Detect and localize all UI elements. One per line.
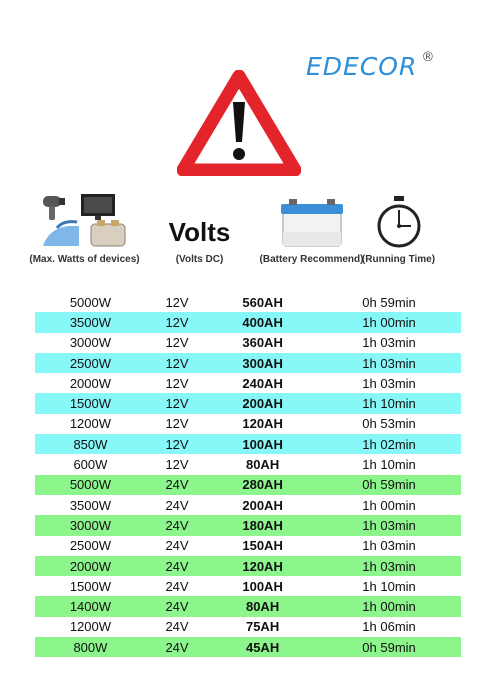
cell-watts: 3000W bbox=[35, 333, 146, 353]
header-volts bbox=[137, 190, 262, 266]
cell-battery: 100AH bbox=[208, 576, 317, 596]
cell-watts: 2500W bbox=[35, 536, 146, 556]
cell-watts: 600W bbox=[35, 454, 146, 474]
cell-volts: 12V bbox=[146, 353, 208, 373]
cell-volts: 24V bbox=[146, 556, 208, 576]
cell-volts: 24V bbox=[146, 515, 208, 535]
cell-volts: 12V bbox=[146, 333, 208, 353]
registered-mark: ® bbox=[421, 50, 436, 65]
cell-time: 1h 03min bbox=[317, 536, 461, 556]
cell-battery: 100AH bbox=[208, 434, 317, 454]
appliances-icon bbox=[22, 190, 147, 250]
cell-time: 1h 03min bbox=[317, 556, 461, 576]
cell-time: 1h 03min bbox=[317, 333, 461, 353]
table-row bbox=[35, 515, 461, 535]
header-watts-label: (Max. Watts of devices) bbox=[29, 254, 140, 265]
table-row bbox=[35, 536, 461, 556]
cell-volts: 12V bbox=[146, 373, 208, 393]
cell-battery: 360AH bbox=[208, 333, 317, 353]
cell-volts: 12V bbox=[146, 393, 208, 413]
cell-battery: 120AH bbox=[208, 556, 317, 576]
cell-volts: 24V bbox=[146, 576, 208, 596]
cell-watts: 5000W bbox=[35, 292, 146, 312]
cell-battery: 45AH bbox=[208, 637, 317, 657]
table-row bbox=[35, 414, 461, 434]
cell-watts: 3500W bbox=[35, 312, 146, 332]
cell-watts: 1200W bbox=[35, 617, 146, 637]
cell-time: 1h 10min bbox=[317, 454, 461, 474]
cell-watts: 3500W bbox=[35, 495, 146, 515]
cell-time: 1h 10min bbox=[317, 393, 461, 413]
cell-time: 1h 10min bbox=[317, 576, 461, 596]
volts-title: Volts bbox=[168, 217, 231, 247]
header-battery-label: (Battery Recommend) bbox=[259, 254, 364, 265]
cell-time: 0h 59min bbox=[317, 292, 461, 312]
cell-volts: 12V bbox=[146, 454, 208, 474]
cell-watts: 1400W bbox=[35, 596, 146, 616]
table-row bbox=[35, 434, 461, 454]
cell-time: 0h 59min bbox=[317, 475, 461, 495]
cell-watts: 2500W bbox=[35, 353, 146, 373]
cell-battery: 120AH bbox=[208, 414, 317, 434]
cell-time: 0h 59min bbox=[317, 637, 461, 657]
cell-time: 1h 03min bbox=[317, 353, 461, 373]
table-row bbox=[35, 333, 461, 353]
table-header bbox=[0, 190, 495, 290]
header-volts-label: (Volts DC) bbox=[175, 254, 224, 265]
cell-battery: 200AH bbox=[208, 393, 317, 413]
cell-battery: 400AH bbox=[208, 312, 317, 332]
table-row bbox=[35, 495, 461, 515]
brand-logo bbox=[306, 52, 435, 81]
table-row bbox=[35, 353, 461, 373]
cell-watts: 1200W bbox=[35, 414, 146, 434]
table-row bbox=[35, 475, 461, 495]
cell-volts: 12V bbox=[146, 434, 208, 454]
cell-volts: 24V bbox=[146, 596, 208, 616]
cell-volts: 12V bbox=[146, 292, 208, 312]
cell-battery: 280AH bbox=[208, 475, 317, 495]
cell-watts: 800W bbox=[35, 637, 146, 657]
cell-watts: 850W bbox=[35, 434, 146, 454]
brand-logo-text: EDECOR bbox=[306, 52, 418, 81]
table-row bbox=[35, 454, 461, 474]
cell-watts: 5000W bbox=[35, 475, 146, 495]
table-row bbox=[35, 393, 461, 413]
table-row bbox=[35, 576, 461, 596]
cell-time: 1h 00min bbox=[317, 596, 461, 616]
cell-battery: 75AH bbox=[208, 617, 317, 637]
table-row bbox=[35, 637, 461, 657]
header-time bbox=[336, 190, 461, 266]
cell-volts: 24V bbox=[146, 495, 208, 515]
table-row bbox=[35, 596, 461, 616]
cell-volts: 24V bbox=[146, 637, 208, 657]
cell-time: 0h 53min bbox=[317, 414, 461, 434]
cell-volts: 12V bbox=[146, 312, 208, 332]
cell-watts: 2000W bbox=[35, 373, 146, 393]
cell-volts: 24V bbox=[146, 617, 208, 637]
cell-time: 1h 02min bbox=[317, 434, 461, 454]
cell-volts: 12V bbox=[146, 414, 208, 434]
stopwatch-icon bbox=[336, 190, 461, 250]
warning-icon bbox=[177, 70, 301, 176]
table-row bbox=[35, 312, 461, 332]
cell-time: 1h 00min bbox=[317, 312, 461, 332]
cell-battery: 560AH bbox=[208, 292, 317, 312]
cell-battery: 150AH bbox=[208, 536, 317, 556]
cell-watts: 2000W bbox=[35, 556, 146, 576]
cell-battery: 80AH bbox=[208, 596, 317, 616]
cell-volts: 24V bbox=[146, 536, 208, 556]
cell-watts: 1500W bbox=[35, 576, 146, 596]
cell-volts: 24V bbox=[146, 475, 208, 495]
cell-battery: 80AH bbox=[208, 454, 317, 474]
cell-time: 1h 03min bbox=[317, 515, 461, 535]
cell-time: 1h 03min bbox=[317, 373, 461, 393]
header-time-label: (Running Time) bbox=[361, 254, 436, 265]
cell-battery: 200AH bbox=[208, 495, 317, 515]
table-row bbox=[35, 292, 461, 312]
header-watts bbox=[22, 190, 147, 266]
cell-watts: 3000W bbox=[35, 515, 146, 535]
cell-battery: 180AH bbox=[208, 515, 317, 535]
cell-time: 1h 06min bbox=[317, 617, 461, 637]
cell-time: 1h 00min bbox=[317, 495, 461, 515]
cell-watts: 1500W bbox=[35, 393, 146, 413]
table-row bbox=[35, 373, 461, 393]
table-row bbox=[35, 617, 461, 637]
table-row bbox=[35, 556, 461, 576]
running-time-table bbox=[35, 292, 461, 657]
cell-battery: 300AH bbox=[208, 353, 317, 373]
cell-battery: 240AH bbox=[208, 373, 317, 393]
